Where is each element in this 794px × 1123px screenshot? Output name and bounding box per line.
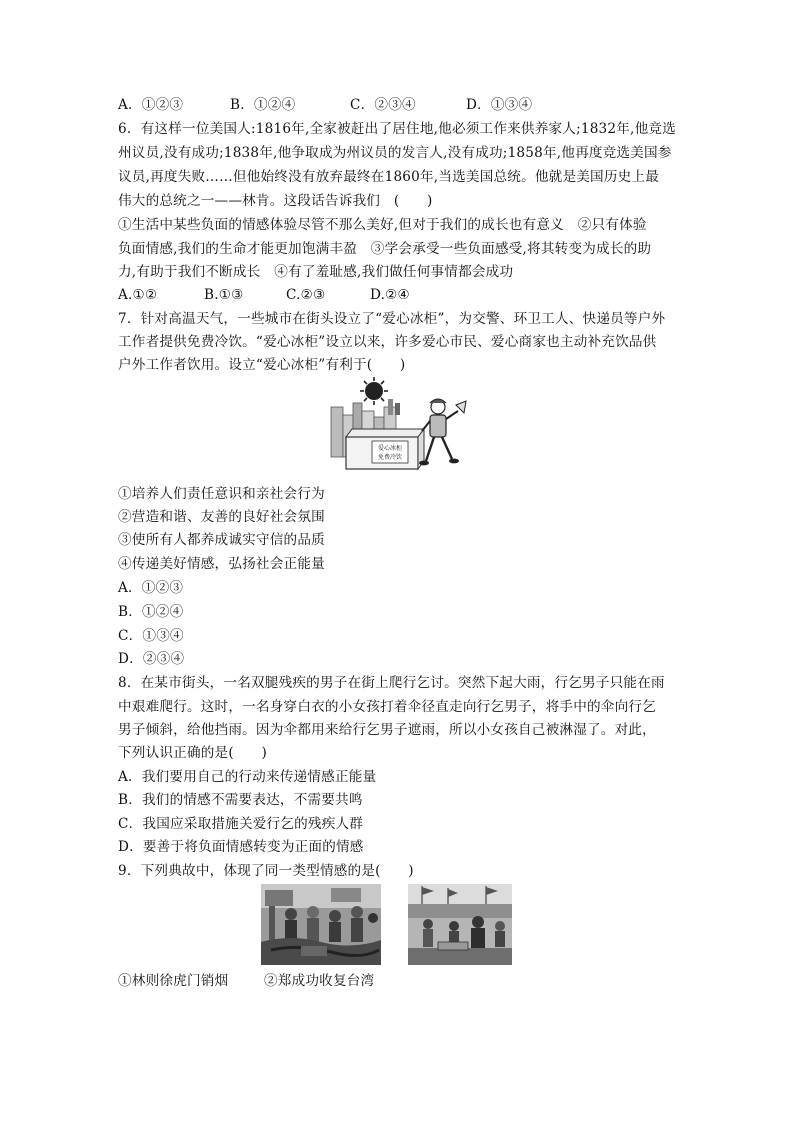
- q7-option-d: D．②③④: [118, 651, 185, 667]
- lin-zexu-opium-picture: [261, 884, 381, 965]
- q8-stem-line: 中艰难爬行。这时，一名身穿白衣的小女孩打着伞径直走向行乞男子，将手中的伞向行乞: [118, 699, 656, 715]
- q7-stem-line: 7．针对高温天气，一些城市在街头设立了“爱心冰柜”，为交警、环卫工人、快递员等户外: [118, 311, 666, 327]
- q7-stem-line: 户外工作者饮用。设立“爱心冰柜”有利于( ): [118, 357, 406, 373]
- q8-option-d: D．要善于将负面情感转变为正面的情感: [118, 839, 364, 855]
- q5-option-d: D．①③④: [466, 97, 533, 113]
- q5-options: [118, 95, 532, 115]
- q8-stem-line: 8．在某市街头，一名双腿残疾的男子在街上爬行乞讨。突然下起大雨，行乞男子只能在雨: [118, 675, 665, 691]
- q5-option-b: B．①②④: [230, 97, 296, 113]
- q6-stem-line: 伟大的总统之一——林肯。这段话告诉我们 ( ): [118, 193, 433, 209]
- q6-option-b: B.①③: [204, 287, 244, 303]
- q6-option-a: A.①②: [118, 287, 158, 303]
- q6-statement-line: ①生活中某些负面的情感体验尽管不那么美好,但对于我们的成长也有意义 ②只有体验: [118, 217, 647, 233]
- q6-option-c: C.②③: [286, 287, 326, 303]
- zheng-chenggong-taiwan-picture: [408, 884, 512, 965]
- q9-stem: 9．下列典故中，体现了同一类型情感的是( ): [118, 863, 414, 879]
- q7-option-b: B．①②④: [118, 604, 184, 620]
- q5-option-c: C．②③④: [350, 97, 416, 113]
- q8-option-b: B．我们的情感不需要表达，不需要共鸣: [118, 792, 363, 808]
- q8-option-c: C．我国应采取措施关爱行乞的残疾人群: [118, 816, 364, 832]
- q7-item: ③使所有人都养成诚实守信的品质: [118, 532, 325, 548]
- q7-stem-line: 工作者提供免费冷饮。“爱心冰柜”设立以来，许多爱心市民、爱心商家也主动补充饮品供: [118, 334, 657, 350]
- q7-option-c: C．①③④: [118, 628, 184, 644]
- q6-stem-line: 6．有这样一位美国人:1816年,全家被赶出了居住地,他必须工作来供养家人;1832年,他竞选: [118, 121, 676, 137]
- q7-option-a: A．①②③: [118, 580, 184, 596]
- q6-stem-line: 州议员,没有成功;1838年,他争取成为州议员的发言人,没有成功;1858年,他再度竞选美国参: [118, 145, 672, 161]
- q6-statement-line: 负面情感,我们的生命才能更加饱满丰盈 ③学会承受一些负面感受,将其转变为成长的助: [118, 241, 652, 257]
- q9-caption-1: ①林则徐虎门销烟: [118, 973, 229, 989]
- fridge-label-bottom: 免费冷饮: [377, 454, 403, 461]
- q9-captions: [118, 971, 374, 991]
- q6-option-d: D.②④: [370, 287, 410, 303]
- q6-options: [118, 285, 410, 305]
- love-fridge-illustration: [328, 377, 470, 472]
- q7-item: ④传递美好情感，弘扬社会正能量: [118, 556, 325, 572]
- q7-item: ②营造和谐、友善的良好社会氛围: [118, 509, 325, 525]
- q8-stem-line: 下列认识正确的是( ): [118, 745, 267, 761]
- q6-stem-line: 议员,再度失败……但他始终没有放弃最终在1860年,当选美国总统。他就是美国历史上最: [118, 169, 660, 185]
- q5-option-a: A．①②③: [118, 97, 184, 113]
- q9-caption-2: ②郑成功收复台湾: [264, 973, 375, 989]
- q7-item: ①培养人们责任意识和亲社会行为: [118, 486, 325, 502]
- q6-statement-line: 力,有助于我们不断成长 ④有了羞耻感,我们做任何事情都会成功: [118, 264, 514, 280]
- q8-option-a: A．我们要用自己的行动来传递情感正能量: [118, 769, 377, 785]
- fridge-label-top: 爱心冰柜: [377, 445, 403, 452]
- q8-stem-line: 男子倾斜，给他挡雨。因为伞都用来给行乞男子遮雨，所以小女孩自己被淋湿了。对此，: [118, 722, 656, 738]
